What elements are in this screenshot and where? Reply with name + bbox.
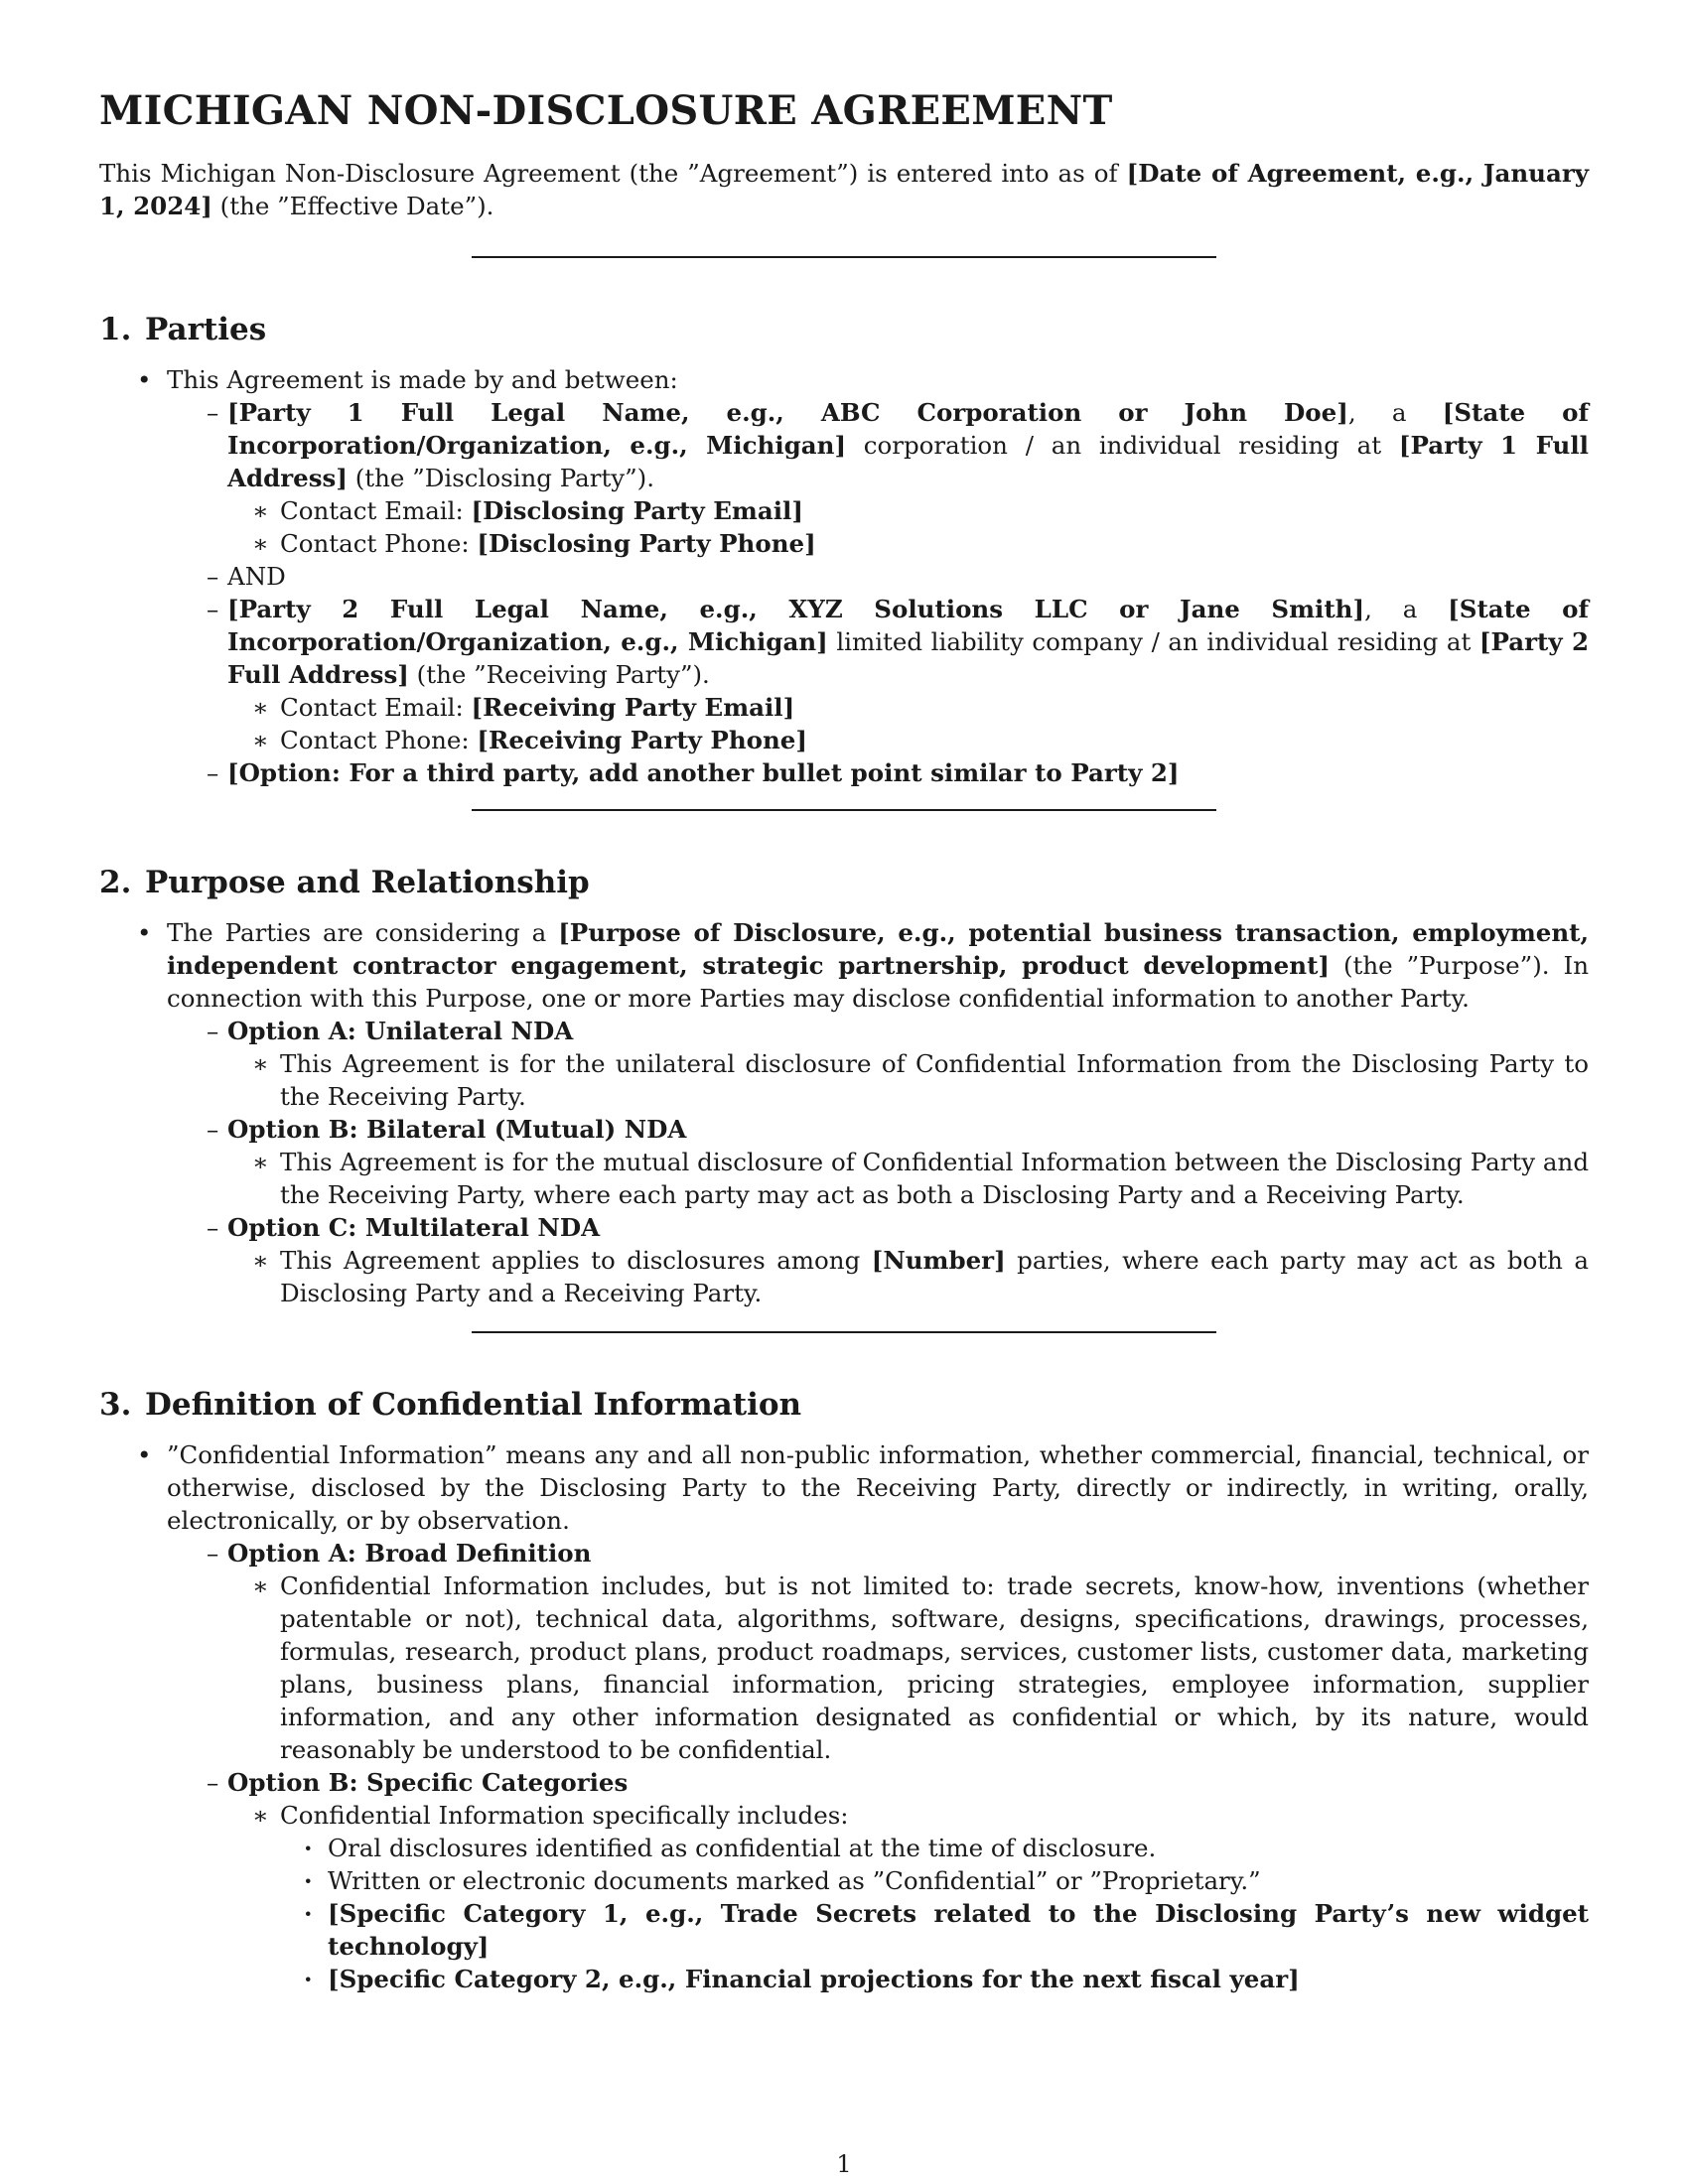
section-parties (99, 310, 1589, 789)
option-title: Option B: Bilateral (Mutual) NDA (227, 1115, 687, 1144)
third-party-option (167, 756, 1589, 789)
option-a-text: ∗ Confidential Information includes, but is not limited to: trade secrets, know-how, inventions (whether patentable or not), technical data, algorithms, software, designs, specifications, drawings, processes, formulas, research, product plans, product roadmaps, services, customer lists, customer data, marketing plans, business plans, financial information, pricing strategies, employee information, supplier information, and any other information designated as confidential or which, by its nature, would reasonably be understood to be confidential. (227, 1570, 1589, 1766)
option-b (167, 1113, 1589, 1211)
text-span: , a (1364, 595, 1449, 623)
section-divider (472, 809, 1216, 811)
category-item (280, 1897, 1589, 1963)
text-span: , a (1347, 398, 1443, 427)
party-2-name: [Party 2 Full Legal Name, e.g., XYZ Solutions LLC or Jane Smith] (227, 595, 1365, 623)
phone-placeholder: [Receiving Party Phone] (477, 726, 807, 754)
option-a (167, 1537, 1589, 1766)
number-placeholder: [Number] (871, 1246, 1006, 1275)
list-item (99, 363, 1589, 789)
parties-lead: This Agreement is made by and between: (167, 365, 678, 394)
option-c (167, 1211, 1589, 1309)
text-span: parties, where each party may act as both a Disclosing Party and a Receiving Party. (280, 1246, 1589, 1307)
party-2-item (167, 593, 1589, 756)
text-span: The Parties are considering a (167, 918, 559, 947)
section-heading (99, 1385, 1589, 1425)
party-2-state: [State of Incorporation/Organization, e.g., Michigan] (227, 595, 1589, 656)
email-placeholder: [Receiving Party Email] (471, 693, 795, 722)
label: Contact Phone: (280, 726, 478, 754)
list-item (99, 916, 1589, 1309)
category-placeholder: [Specific Category 1, e.g., Trade Secrets related to the Disclosing Party’s new widget technology] (328, 1899, 1589, 1961)
section-number: 3. (99, 1387, 132, 1423)
email-placeholder: [Disclosing Party Email] (471, 496, 803, 525)
section-number: 2. (99, 865, 132, 900)
section-title: Parties (145, 312, 267, 347)
option-title: Option A: Unilateral NDA (227, 1017, 574, 1045)
party-1-item (167, 396, 1589, 560)
party-1-phone (227, 527, 1589, 560)
option-b-lead (227, 1799, 1589, 1995)
and-item: – AND (167, 560, 1589, 593)
section-definition (99, 1385, 1589, 1995)
section-purpose (99, 863, 1589, 1309)
party-2-email (227, 691, 1589, 724)
category-item: · Written or electronic documents marked as ”Confidential” or ”Proprietary.” (280, 1864, 1589, 1897)
list-item (99, 1438, 1589, 1995)
party-1-email (227, 494, 1589, 527)
label: Contact Email: (280, 693, 472, 722)
section-divider (472, 1331, 1216, 1333)
text-span: corporation / an individual residing at (846, 431, 1399, 460)
date-placeholder: [Date of Agreement, e.g., January 1, 2024] (99, 159, 1589, 220)
section-heading (99, 310, 1589, 349)
section-heading (99, 863, 1589, 902)
definition-lead: ”Confidential Information” means any and all non-public information, whether commercial, financial, technical, or otherwise, disclosed by the Disclosing Party to the Receiving Party, directly or indirectly, in writing, orally, electronically, or by observation. (167, 1440, 1589, 1535)
category-item (280, 1963, 1589, 1995)
page-number: 1 (836, 2150, 852, 2178)
label: Contact Phone: (280, 529, 478, 558)
option-title: Option A: Broad Definition (227, 1539, 592, 1568)
text-span: This Agreement applies to disclosures among (280, 1246, 872, 1275)
phone-placeholder: [Disclosing Party Phone] (477, 529, 816, 558)
option-a (167, 1015, 1589, 1113)
document-page (99, 87, 1589, 1995)
option-c-text (227, 1244, 1589, 1309)
text-span: (the ”Disclosing Party”). (347, 464, 655, 492)
party-2-phone (227, 724, 1589, 756)
intro-text-2: (the ”Effective Date”). (211, 192, 494, 220)
label: Contact Email: (280, 496, 472, 525)
section-divider (472, 256, 1216, 258)
option-a-text: ∗ This Agreement is for the unilateral disclosure of Confidential Information from the Disclosing Party to the Receiving Party. (227, 1047, 1589, 1113)
intro-paragraph (99, 157, 1589, 222)
option-b-text: ∗ This Agreement is for the mutual disclosure of Confidential Information between the Disclosing Party and the Receiving Party, where each party may act as both a Disclosing Party and a Receiving Party. (227, 1146, 1589, 1211)
option-title: Option C: Multilateral NDA (227, 1213, 601, 1242)
party-1-state: [State of Incorporation/Organization, e.g., Michigan] (227, 398, 1589, 460)
text-span: (the ”Receiving Party”). (408, 660, 710, 689)
option-text: [Option: For a third party, add another bullet point similar to Party 2] (227, 758, 1180, 787)
party-1-address: [Party 1 Full Address] (227, 431, 1589, 492)
section-title: Definition of Confidential Information (145, 1387, 802, 1423)
purpose-placeholder: [Purpose of Disclosure, e.g., potential business transaction, employment, independent contractor engagement, strategic partnership, product development] (167, 918, 1589, 980)
section-number: 1. (99, 312, 132, 347)
section-title: Purpose and Relationship (145, 865, 590, 900)
intro-text-1: This Michigan Non-Disclosure Agreement (the ”Agreement”) is entered into as of (99, 159, 1127, 188)
category-placeholder: [Specific Category 2, e.g., Financial projections for the next fiscal year] (328, 1965, 1300, 1993)
option-title: Option B: Specific Categories (227, 1768, 629, 1797)
text-span: Confidential Information specifically includes: (280, 1801, 849, 1830)
category-item: · Oral disclosures identified as confidential at the time of disclosure. (280, 1832, 1589, 1864)
text-span: limited liability company / an individual residing at (827, 627, 1479, 656)
party-1-name: [Party 1 Full Legal Name, e.g., ABC Corporation or John Doe] (227, 398, 1348, 427)
party-2-address: [Party 2 Full Address] (227, 627, 1589, 689)
text-span: (the ”Purpose”). In connection with this Purpose, one or more Parties may disclose confidential information to another Party. (167, 951, 1589, 1013)
option-b (167, 1766, 1589, 1995)
document-title: MICHIGAN NON-DISCLOSURE AGREEMENT (99, 87, 1113, 134)
